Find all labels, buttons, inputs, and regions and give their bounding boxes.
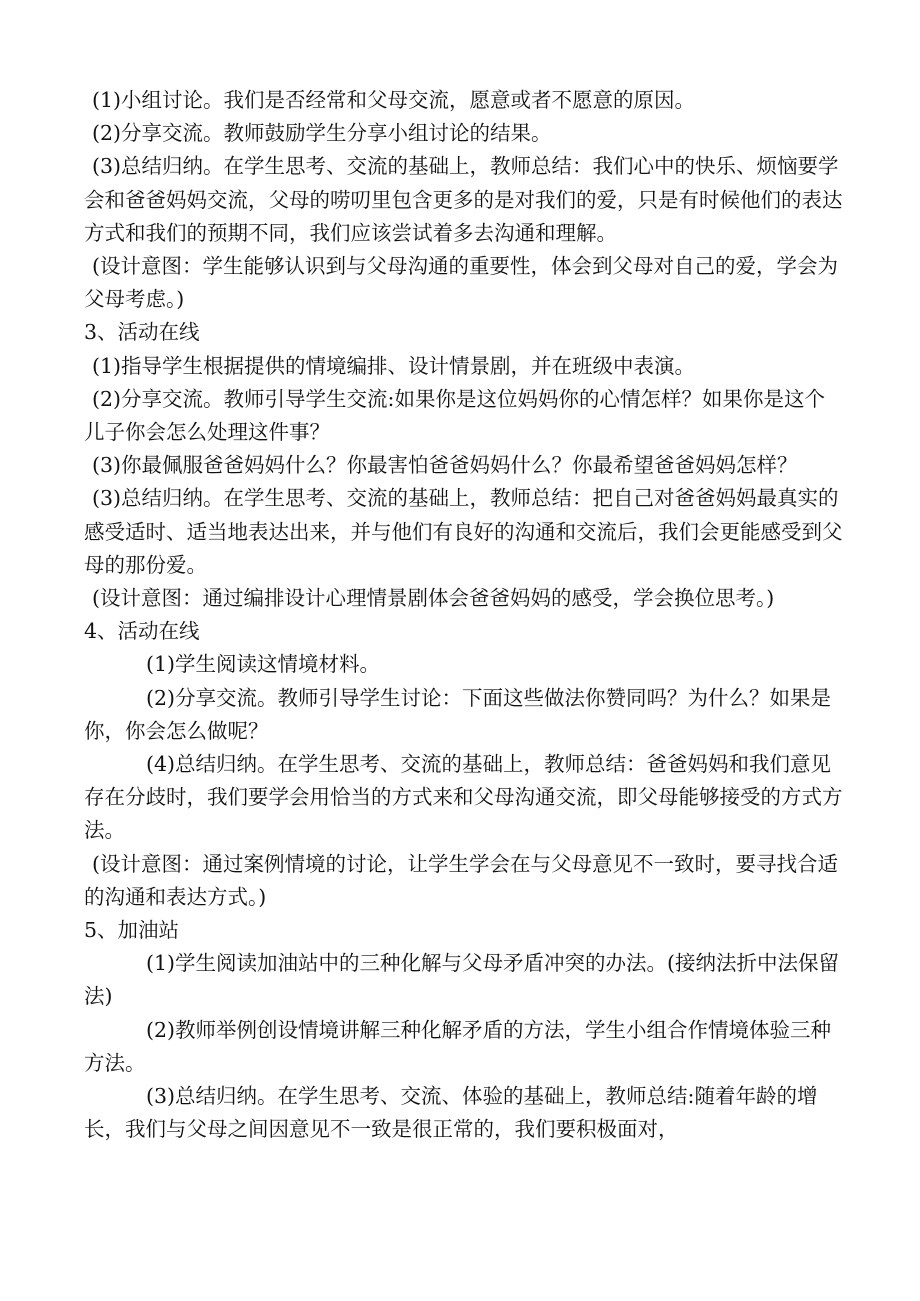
paragraph-teacher-examples: (2)教师举例创设情境讲解三种化解矛盾的方法，学生小组合作情境体验三种方法。 [84,1017,832,1075]
paragraph-summary: (3)总结归纳。在学生思考、交流、体验的基础上，教师总结:随着年龄的增长，我们与父母之间因意见不一致是很正常的，我们要积极面对， [84,1084,818,1142]
section-heading-activity-3: 3、活动在线 [84,320,200,345]
paragraph-design-intent: (设计意图：学生能够认识到与父母沟通的重要性，体会到父母对自己的爱，学会为父母考虑。) [84,254,838,312]
paragraph-guide-students: (1)指导学生根据提供的情境编排、设计情景剧，并在班级中表演。 [92,353,696,378]
section-heading-gas-station: 5、加油站 [84,918,180,943]
paragraph-share-exchange: (2)分享交流。教师鼓励学生分享小组讨论的结果。 [92,121,552,146]
paragraph-questions: (3)你最佩服爸爸妈妈什么？你最害怕爸爸妈妈什么？你最希望爸爸妈妈怎样？ [92,453,798,478]
paragraph-summary: (4)总结归纳。在学生思考、交流的基础上，教师总结：爸爸妈妈和我们意见存在分歧时，我们要学会用恰当的方式来和父母沟通交流，即父母能够接受的方式方法。 [84,752,843,843]
paragraph-share-exchange: (2)分享交流。教师引导学生交流:如果你是这位妈妈你的心情怎样？如果你是这个儿子你会怎么处理这件事？ [84,386,825,445]
paragraph-design-intent: (设计意图：通过案例情境的讨论，让学生学会在与父母意见不一致时，要寻找合适的沟通和表达方式。) [84,851,838,909]
paragraph-summary: (3)总结归纳。在学生思考、交流的基础上，教师总结：把自己对爸爸妈妈最真实的感受适时、适当地表达出来，并与他们有良好的沟通和交流后，我们会更能感受到父母的那份爱。 [84,486,843,577]
paragraph-design-intent: (设计意图：通过编排设计心理情景剧体会爸爸妈妈的感受，学会换位思考。) [92,586,775,611]
paragraph-group-discussion: (1)小组讨论。我们是否经常和父母交流，愿意或者不愿意的原因。 [92,88,696,112]
paragraph-summary: (3)总结归纳。在学生思考、交流的基础上，教师总结：我们心中的快乐、烦恼要学会和爸爸妈妈交流，父母的唠叨里包含更多的是对我们的爱，只是有时候他们的表达方式和我们的预期不同，我们应该尝试着多去沟通和理解。 [84,154,843,245]
section-heading-activity-4: 4、活动在线 [84,619,200,644]
paragraph-read-gas-station: (1)学生阅读加油站中的三种化解与父母矛盾冲突的办法。(接纳法折中法保留法) [84,951,840,1009]
paragraph-share-exchange: (2)分享交流。教师引导学生讨论：下面这些做法你赞同吗？为什么？如果是你，你会怎么做呢？ [84,685,832,743]
document-body [84,84,844,1147]
paragraph-read-material: (1)学生阅读这情境材料。 [146,652,381,677]
